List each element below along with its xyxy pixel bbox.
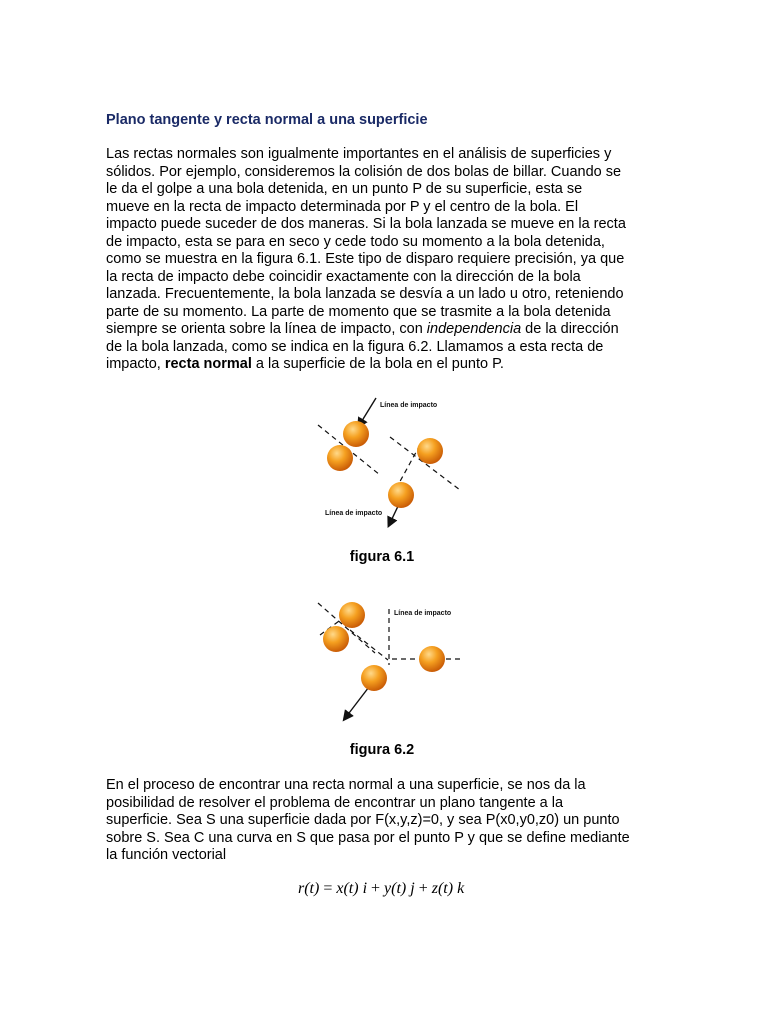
formula-term2: y(t) — [384, 880, 407, 897]
figure-2-caption: figura 6.2 — [349, 742, 415, 758]
formula-j: j — [406, 880, 415, 897]
paragraph-1 — [106, 146, 626, 374]
figure-2-label-top: Línea de impacto — [394, 610, 452, 617]
billiard-ball — [343, 421, 369, 447]
figure-1-label-bottom: Línea de impacto — [325, 510, 383, 517]
dashed-line — [398, 445, 420, 485]
billiard-ball — [388, 482, 414, 508]
document-body — [106, 111, 626, 374]
paragraph-1-italic: independencia — [426, 321, 522, 337]
formula-k: k — [453, 880, 465, 897]
billiard-ball — [327, 445, 353, 471]
section-title: Plano tangente y recta normal a una superficie — [106, 112, 428, 128]
paragraph-1-part1: Las rectas normales son igualmente importantes en el análisis de superficies y sólidos. Por ejemplo, consideremos la colisión de dos bolas de billar. Cuando se le da el golpe a una bola detenida, en un punto P de su superficie, esta se mueve en la recta de impacto determinada por P y el centro de la bola. El impacto puede suceder de dos maneras. Si la bola lanzada se mueve en la recta de impacto, esta se para en seco y cede todo su momento a la bola detenida, como se muestra en la figura 6.1. Este tipo de disparo requiere precisión, ya que la recta de impacto debe coincidir exactamente con la dirección de la bola lanzada. Frecuentemente, la bola lanzada se desvía a un lado u otro, reteniendo parte de su momento. La parte de momento que se trasmite a la bola detenida siempre se orienta sobre la línea de impacto, con — [106, 146, 626, 337]
figure-1-caption: figura 6.1 — [349, 549, 415, 565]
billiard-ball — [339, 602, 365, 628]
figure-1-label-top: Línea de impacto — [380, 402, 438, 409]
formula-plus1: + — [367, 880, 385, 897]
paragraph-2: En el proceso de encontrar una recta normal a una superficie, se nos da la posibilidad de resolver el problema de encontrar un plano tangente a la superficie. Sea S una superficie dada por F(x,y,z)=0, y sea P(x0,y0,z0) un punto sobre S. Sea C una curva en S que pasa por el punto P y que se define mediante la función vectorial — [106, 777, 630, 863]
billiard-ball — [323, 626, 349, 652]
paragraph-1-part3: a la superficie de la bola en el punto P. — [251, 356, 504, 372]
formula-i: i — [358, 880, 368, 897]
vector-formula — [298, 880, 464, 898]
impact-arrow-top — [360, 398, 376, 424]
formula-term3: z(t) — [431, 880, 454, 897]
paragraph-1-part2: de la dirección de la bola lanzada, como se indica en la figura 6.2. Llamamos a esta recta de impacto, — [106, 321, 619, 372]
formula-eq: = — [319, 880, 337, 897]
formula-plus2: + — [414, 880, 432, 897]
billiard-ball — [419, 646, 445, 672]
formula-lhs: r(t) — [298, 880, 320, 897]
dashed-line — [350, 630, 388, 660]
billiard-ball — [417, 438, 443, 464]
figure-6-1 — [310, 390, 470, 530]
figure-6-2 — [310, 595, 470, 725]
formula-term1: x(t) — [336, 880, 359, 897]
paragraph-1-bold: recta normal — [164, 356, 252, 372]
billiard-ball — [361, 665, 387, 691]
